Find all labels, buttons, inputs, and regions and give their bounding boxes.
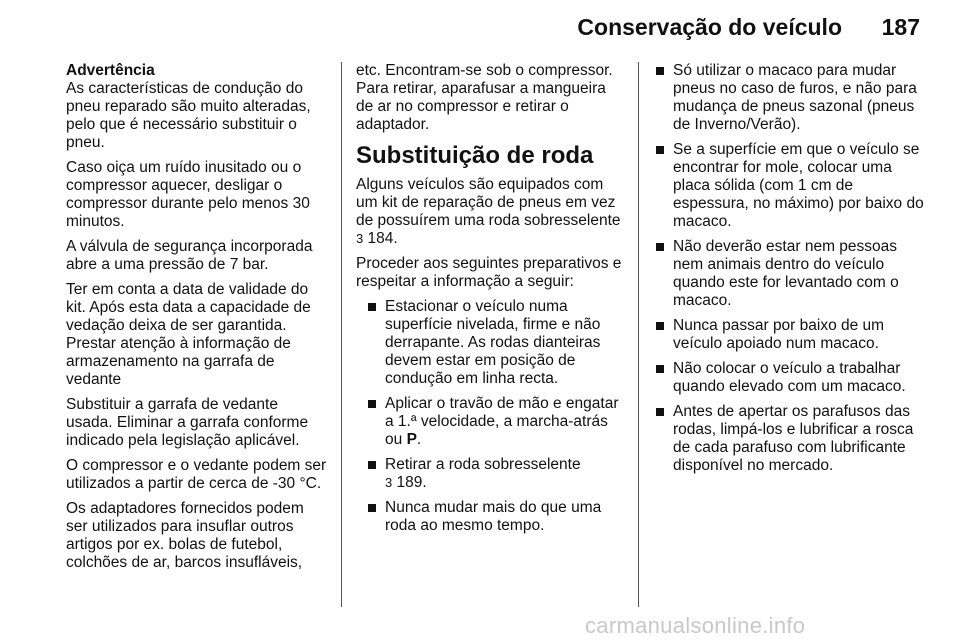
list-item [366,456,624,492]
intro-paragraph [356,176,624,248]
park-gear-label: P [406,431,417,448]
paragraph: etc. Encontram-se sob o compressor. Para retirar, aparafusar a mangueira de ar no compressor e retirar o adaptador. [356,62,613,133]
paragraph: A válvula de segurança incorporada abre a uma pressão de 7 bar. [66,238,313,273]
list-item: Estacionar o veículo numa superfície nivelada, firme e não derrapante. As rodas dianteiras devem estar em posição de condução em linha recta. [366,298,624,388]
paragraph: Substituir a garrafa de vedante usada. Eliminar a garrafa conforme indicado pela legislação aplicável. [66,396,309,449]
warning-text: As características de condução do pneu reparado são muito alteradas, pelo que é necessário substituir o pneu. [66,80,311,151]
column-middle [356,62,624,542]
page-number: 187 [881,14,920,40]
list-item [366,395,624,449]
watermark: carmanualsonline.info [585,613,806,638]
list-item: Não colocar o veículo a trabalhar quando elevado com um macaco. [654,360,924,396]
page-reference-arrow-icon: 3 [356,231,364,246]
list-item: Nunca mudar mais do que uma roda ao mesmo tempo. [366,499,624,535]
page-reference-arrow-icon: 3 [385,475,393,490]
bullet-list [366,298,624,535]
list-item: Nunca passar por baixo de um veículo apoiado num macaco. [654,317,924,353]
list-item-text: Retirar a roda sobresselente [385,456,581,473]
warning-title: Advertência [66,62,155,79]
list-item: Antes de apertar os parafusos das rodas, limpá-los e lubrificar a rosca de cada parafuso com lubrificante disponível no mercado. [654,403,924,475]
list-item: Só utilizar o macaco para mudar pneus no caso de furos, e não para mudança de pneus sazonal (pneus de Inverno/Verão). [654,62,924,134]
page-reference[interactable]: 184. [367,230,398,247]
list-item: Não deverão estar nem pessoas nem animais dentro do veículo quando este for levantado com o macaco. [654,238,924,310]
paragraph: O compressor e o vedante podem ser utilizados a partir de cerca de -30 °C. [66,457,327,492]
bullet-list [654,62,924,475]
list-item: Se a superfície em que o veículo se encontrar for mole, colocar uma placa sólida (com 1 cm de espessura, no máximo) por baixo do macaco. [654,141,924,231]
column-divider [638,62,639,607]
intro-text: Alguns veículos são equipados com um kit de reparação de pneus em vez de possuírem uma roda sobresselente [356,176,621,229]
section-heading: Substituição de roda [356,142,594,169]
column-divider [341,62,342,607]
section-title: Conservação do veículo [577,14,842,40]
paragraph: Caso oiça um ruído inusitado ou o compressor aquecer, desligar o compressor durante pelo menos 30 minutos. [66,159,310,230]
list-item-end: . [416,431,422,448]
column-right [654,62,924,482]
paragraph: Os adaptadores fornecidos podem ser utilizados para insuflar outros artigos por ex. bolas de futebol, colchões de ar, barcos insufláveis, [66,500,304,571]
paragraph: Ter em conta a data de validade do kit. Após esta data a capacidade de vedação deixa de ser garantida. Prestar atenção à informação de armazenamento na garrafa de vedante [66,281,311,388]
paragraph: Proceder aos seguintes preparativos e respeitar a informação a seguir: [356,255,622,290]
page-reference[interactable]: 189. [396,474,427,491]
list-item-text: Aplicar o travão de mão e engatar a 1.ª velocidade, a marcha-atrás ou [385,395,619,448]
column-left [66,62,328,579]
